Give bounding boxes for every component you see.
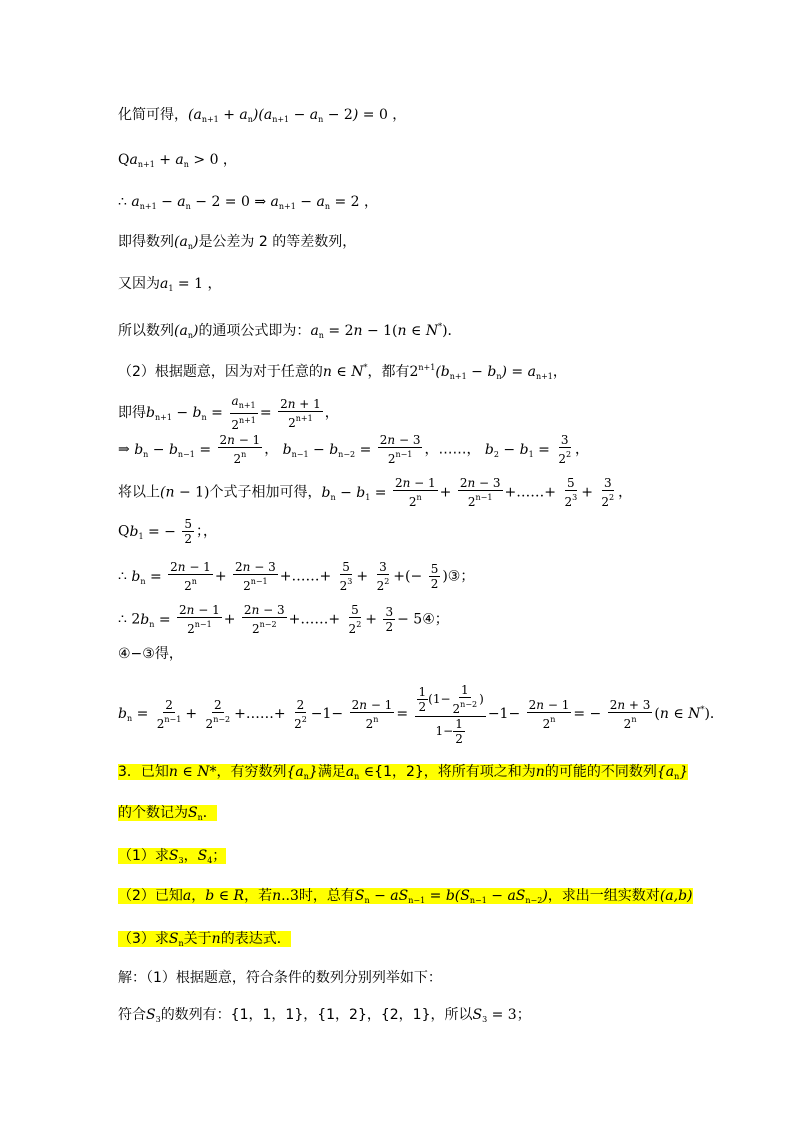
line-arithmetic: 即得数列$(a_n)$是公差为 2 的等差数列，	[118, 234, 357, 251]
line-q3-statement: 3．已知n ∈ N*，有穷数列$\{a_n\}$满足$a_n$ ∈{1，2}，将所有项之和为n的可能的不同数列$\{a_n\}$	[118, 764, 689, 781]
line-simplify: 化简可得，$(a_{n+1} + a_n)(a_{n+1} - a_n - 2) = 0$ ，	[118, 107, 407, 124]
line-positive: $Qa_{n+1} + a_n > 0$ ，	[118, 152, 237, 169]
line-q3-define: 的个数记为$S_n$．	[118, 805, 217, 822]
line-2bn-expansion: ∴ $2b_n$ = $\frac{2n - 1}{2^{n-1}}$ + $\frac{2n - 3}{2^{n-2}}$ +……+ $\frac{5}{2^2}$ + $\frac{3}{2}$ − 5④；	[118, 603, 449, 636]
line-a1: 又因为$a_1 = 1$ ，	[118, 276, 222, 293]
line-bn-expansion: ∴ $b_n$ = $\frac{2n - 1}{2^n}$ + $\frac{2n - 3}{2^{n-1}}$ +……+ $\frac{5}{2^3}$ + $\frac{3}{2^2}$ +(− $\frac{5}{2}$ )③；	[118, 560, 475, 593]
line-bn-result: $b_n$ = $\frac{2}{2^{n-1}}$ + $\frac{2}{2^{n-2}}$ +……+ $\frac{2}{2^2}$ −1− $\frac{2n - 1}{2^n}$ = $\frac{1}{2}$ (1− $\frac{1}{2^{n-2}}$ ) 1− $\frac{1}{2}$ −1− $\frac{2n - 1}{2^n}$ = − $\frac{2n + 3}{2^n}$ (n ∈ N*)．	[118, 682, 724, 746]
line-part2-intro: （2）根据题意，因为对于任意的n ∈ N*，都有$2^{n+1}(b_{n+1} - b_n) = a_{n+1}$，	[118, 363, 567, 381]
line-general-formula: 所以数列$(a_n)$的通项公式即为：$a_n = 2n - 1(n$ ∈ N*)．	[118, 322, 462, 340]
line-solution-intro: 解：（1）根据题意，符合条件的数列分别列举如下：	[118, 970, 442, 986]
line-b1-value: $Qb_1$ = − $\frac{5}{2}$ ；，	[118, 517, 218, 546]
line-subtract: ④−③得，	[118, 646, 183, 662]
line-s3-enumeration: 符合$S_3$的数列有：{1，1，1}，{1，2}，{2，1}，所以$S_3 = 3$；	[118, 1007, 531, 1024]
line-sum-terms: 将以上(n − 1)个式子相加可得，$b_n - b_1$ = $\frac{2n - 1}{2^n}$ + $\frac{2n - 3}{2^{n-1}}$ +……+ $\frac{5}{2^3}$ + $\frac{3}{2^2}$ ，	[118, 476, 633, 509]
line-q3-part1: （1）求$S_3$，$S_4$；	[118, 848, 227, 865]
line-bn-diff: 即得$b_{n+1} - b_n$ = $\frac{a_{n+1}}{2^{n+1}}$ = $\frac{2n + 1}{2^{n+1}}$ ，	[118, 394, 339, 432]
line-q3-part3: （3）求$S_n$关于n的表达式．	[118, 931, 291, 948]
line-therefore-diff: ∴ $a_{n+1} - a_n - 2 = 0$ ⇒ $a_{n+1} - a_n = 2$ ，	[118, 194, 378, 211]
line-telescoping-terms: ⇒ $b_n - b_{n-1}$ = $\frac{2n - 1}{2^n}$ ， $b_{n-1} - b_{n-2}$ = $\frac{2n - 3}{2^{n-1}}$ ，……， $b_2 - b_1$ = $\frac{3}{2^2}$ ，	[118, 433, 590, 466]
line-q3-part2: （2）已知a，b ∈ R，若n..3时，总有$S_n - aS_{n-1} = b(S_{n-1} - aS_{n-2})$，求出一组实数对(a,b)	[118, 888, 693, 905]
